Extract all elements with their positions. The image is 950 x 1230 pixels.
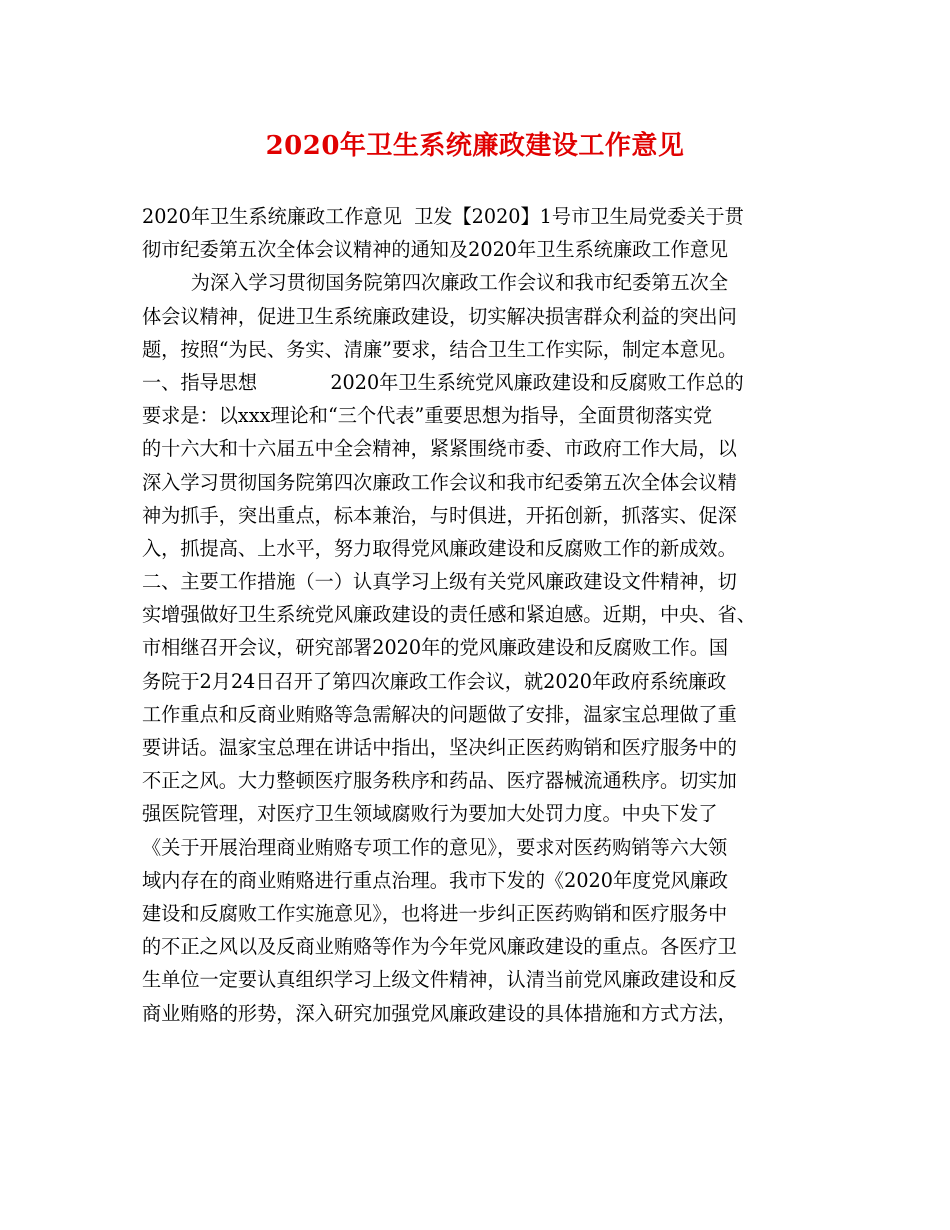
body-line: 题，按照“为民、务实、清廉”要求，结合卫生工作实际，制定本意见。 bbox=[142, 337, 738, 361]
body-line: 2020年卫生系统廉政工作意见 卫发【2020】1号市卫生局党委关于贯 bbox=[142, 205, 744, 228]
body-line: 一、指导思想 2020年卫生系统党风廉政建设和反腐败工作总的 bbox=[142, 370, 744, 394]
body-line: 生单位一定要认真组织学习上级文件精神，认清当前党风廉政建设和反 bbox=[142, 968, 737, 992]
body-line: 强医院管理，对医疗卫生领域腐败行为要加大处罚力度。中央下发了 bbox=[142, 802, 718, 826]
body-line: 体会议精神，促进卫生系统廉政建设，切实解决损害群众利益的突出问 bbox=[142, 304, 737, 328]
body-line: 为深入学习贯彻国务院第四次廉政工作会议和我市纪委第五次全 bbox=[142, 271, 729, 295]
body-line: 的十六大和十六届五中全会精神，紧紧围绕市委、市政府工作大局，以 bbox=[142, 437, 737, 461]
body-line: 深入学习贯彻国务院第四次廉政工作会议和我市纪委第五次全体会议精 bbox=[142, 470, 737, 494]
document-title: 2020年卫生系统廉政建设工作意见 bbox=[265, 131, 685, 161]
body-line: 《关于开展治理商业贿赂专项工作的意见》，要求对医药购销等六大领 bbox=[142, 835, 728, 859]
body-line: 商业贿赂的形势，深入研究加强党风廉政建设的具体措施和方式方法， bbox=[142, 1001, 737, 1025]
body-line: 建设和反腐败工作实施意见》，也将进一步纠正医药购销和医疗服务中 bbox=[142, 901, 728, 925]
body-line: 务院于2月24日召开了第四次廉政工作会议，就2020年政府系统廉政 bbox=[142, 669, 727, 693]
body-line: 二、主要工作措施（一）认真学习上级有关党风廉政建设文件精神，切 bbox=[142, 570, 737, 594]
body-line: 神为抓手，突出重点，标本兼治，与时俱进，开拓创新，抓落实、促深 bbox=[142, 503, 737, 527]
document-body bbox=[142, 200, 832, 1030]
body-line: 要讲话。温家宝总理在讲话中指出，坚决纠正医药购销和医疗服务中的 bbox=[142, 736, 737, 759]
body-line: 要求是：以xxx理论和“三个代表”重要思想为指导，全面贯彻落实党 bbox=[142, 404, 713, 428]
body-line: 的不正之风以及反商业贿赂等作为今年党风廉政建设的重点。各医疗卫 bbox=[142, 935, 737, 959]
body-line: 不正之风。大力整顿医疗服务秩序和药品、医疗器械流通秩序。切实加 bbox=[142, 769, 737, 793]
body-line: 入，抓提高、上水平，努力取得党风廉政建设和反腐败工作的新成效。 bbox=[142, 536, 737, 560]
body-line: 实增强做好卫生系统党风廉政建设的责任感和紧迫感。近期，中央、省、 bbox=[142, 603, 756, 627]
body-line: 彻市纪委第五次全体会议精神的通知及2020年卫生系统廉政工作意见 bbox=[142, 238, 729, 262]
body-line: 域内存在的商业贿赂进行重点治理。我市下发的《2020年度党风廉政 bbox=[142, 868, 729, 892]
body-line: 工作重点和反商业贿赂等急需解决的问题做了安排，温家宝总理做了重 bbox=[142, 702, 737, 726]
body-line: 市相继召开会议，研究部署2020年的党风廉政建设和反腐败工作。国 bbox=[142, 636, 729, 660]
